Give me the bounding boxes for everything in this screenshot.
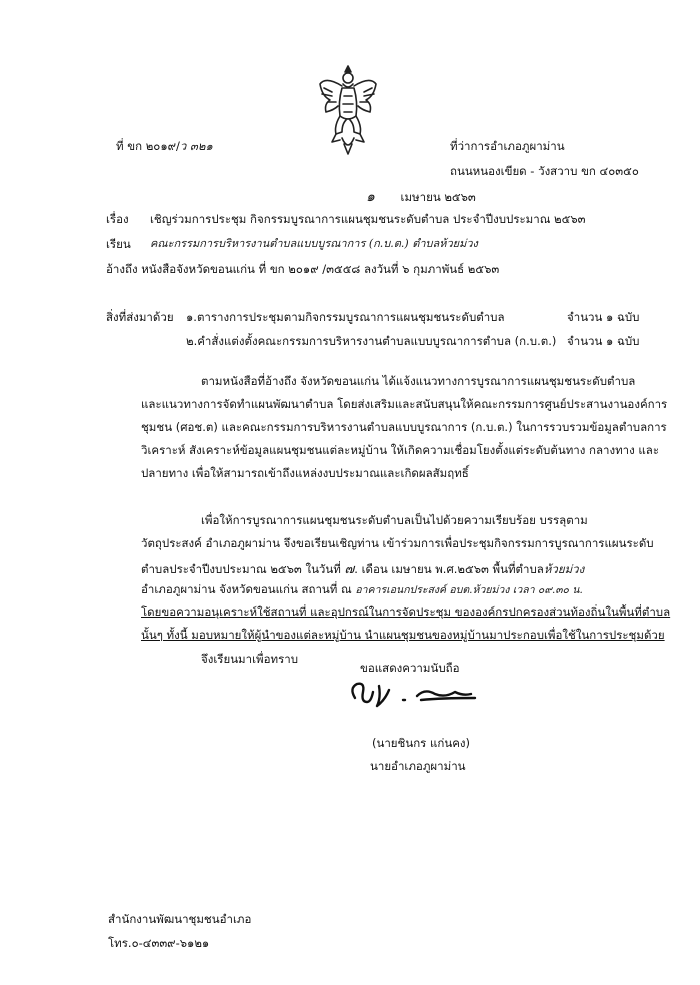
addressee-label: เรียน [106, 237, 131, 251]
para2-line3-middle: . เดือน เมษายน พ.ศ.๒๕๖๓ พื้นที่ตำบล [354, 562, 544, 576]
para1-line5: ปลายทาง เพื่อให้สามารถเข้าถึงแหล่งงบประมาณและเกิดผลสัมฤทธิ์ [141, 466, 469, 480]
reference-text: อ้างถึง หนังสือจังหวัดขอนแก่น ที่ ขก ๒๐๑๙ /๓๕๕๘ ลงวันที่ ๖ กุมภาพันธ์ ๒๕๖๓ [106, 262, 500, 276]
para2-line1: เพื่อให้การบูรณาการแผนชุมชนระดับตำบลเป็นไปด้วยความเรียบร้อย บรรลุตาม [201, 513, 588, 527]
para2-line4-start: อำเภอภูผาม่าน จังหวัดขอนแก่น สถานที่ ณ [141, 582, 356, 596]
para2-line3 [141, 558, 584, 579]
document-number [116, 138, 213, 156]
meeting-day-handwritten: ๗ [344, 562, 355, 577]
garuda-emblem [316, 62, 380, 158]
office-address-line2: ถนนหนองเขียด - วังสวาบ ขก ๔๐๓๕๐ [450, 164, 639, 178]
enclosure-item-2: ๒.คำสั่งแต่งตั้งคณะกรรมการบริหารงานตำบลแบบบูรณาการตำบล (ก.บ.ต.) [186, 334, 557, 348]
footer-office: สำนักงานพัฒนาชุมชนอำเภอ [108, 912, 252, 926]
document-date [366, 186, 476, 208]
para1-line3: ชุมชน (ศอช.ต) และคณะกรรมการบริหารงานตำบลแบบบูรณาการ (ก.บ.ต.) ในการรวบรวมข้อมูลตำบลการ [141, 420, 667, 434]
venue-handwritten: อาคารเอนกประสงค์ อบต.ห้วยม่วง เวลา ๐๙.๓๐ น. [355, 584, 583, 596]
signature-image [345, 678, 485, 714]
date-day-handwritten: ๑ [366, 189, 375, 205]
para2-line3-start: ตำบลประจำปีงบประมาณ ๒๕๖๓ ในวันที่ [141, 562, 345, 576]
para1-line4: วิเคราะห์ สังเคราะห์ข้อมูลแผนชุมชนแต่ละหมู่บ้าน ให้เกิดความเชื่อมโยงตั้งแต่ระดับต้นทาง กลางทาง และ [141, 443, 660, 457]
enclosures-label: สิ่งที่ส่งมาด้วย [106, 310, 174, 324]
para1-line1: ตามหนังสือที่อ้างถึง จังหวัดขอนแก่น ได้แจ้งแนวทางการบูรณาการแผนชุมชนระดับตำบล [201, 374, 636, 388]
footer-phone: โทร.๐-๔๓๓๙-๖๑๒๑ [108, 936, 210, 950]
enclosure-item-2-qty: จำนวน ๑ ฉบับ [567, 334, 640, 348]
para2-line5: โดยขอความอนุเคราะห์ใช้สถานที่ และอุปกรณ์ในการจัดประชุม ขององค์กรปกครองส่วนท้องถิ่นในพื้นที่ตำบล [141, 605, 671, 619]
document-number-handwritten: ว ๓๒๑ [179, 139, 213, 153]
subject-label: เรื่อง [106, 212, 129, 226]
para2-line4 [141, 581, 583, 599]
office-address-line1: ที่ว่าการอำเภอภูผาม่าน [450, 139, 565, 153]
signer-name: (นายชินกร แก่นคง) [372, 736, 471, 750]
addressee-handwritten: คณะกรรมการบริหารงานตำบลแบบบูรณาการ (ก.บ.ต.) ตำบลห้วยม่วง [150, 237, 478, 250]
para1-line2: และแนวทางการจัดทำแผนพัฒนาตำบล โดยส่งเสริมและสนับสนุนให้คณะกรรมการศูนย์ประสานงานองค์การ [141, 397, 668, 411]
regards-text: ขอแสดงความนับถือ [360, 661, 460, 675]
tambon-handwritten: ห้วยม่วง [543, 562, 585, 576]
closing-text: จึงเรียนมาเพื่อทราบ [201, 652, 299, 666]
enclosure-item-1: ๑.ตารางการประชุมตามกิจกรรมบูรณาการแผนชุมชนระดับตำบล [186, 310, 505, 324]
subject-text: เชิญร่วมการประชุม กิจกรรมบูรณาการแผนชุมชนระดับตำบล ประจำปีงบประมาณ ๒๕๖๓ [150, 212, 586, 226]
para2-line6: นั้นๆ ทั้งนี้ มอบหมายให้ผู้นำของแต่ละหมู่บ้าน นำแผนชุมชนของหมู่บ้านมาประกอบเพื่อใช้ในการประชุมด้วย [141, 628, 665, 642]
para2-line2: วัตถุประสงค์ อำเภอภูผาม่าน จึงขอเรียนเชิญท่าน เข้าร่วมการเพื่อประชุมกิจกรรมการบูรณาการแผนระดับ [141, 536, 654, 550]
document-number-label: ที่ ขก ๒๐๑๙/ [116, 139, 180, 153]
date-month-year: เมษายน ๒๕๖๓ [400, 190, 476, 204]
signer-position: นายอำเภอภูผาม่าน [370, 759, 466, 773]
enclosure-item-1-qty: จำนวน ๑ ฉบับ [567, 310, 640, 324]
